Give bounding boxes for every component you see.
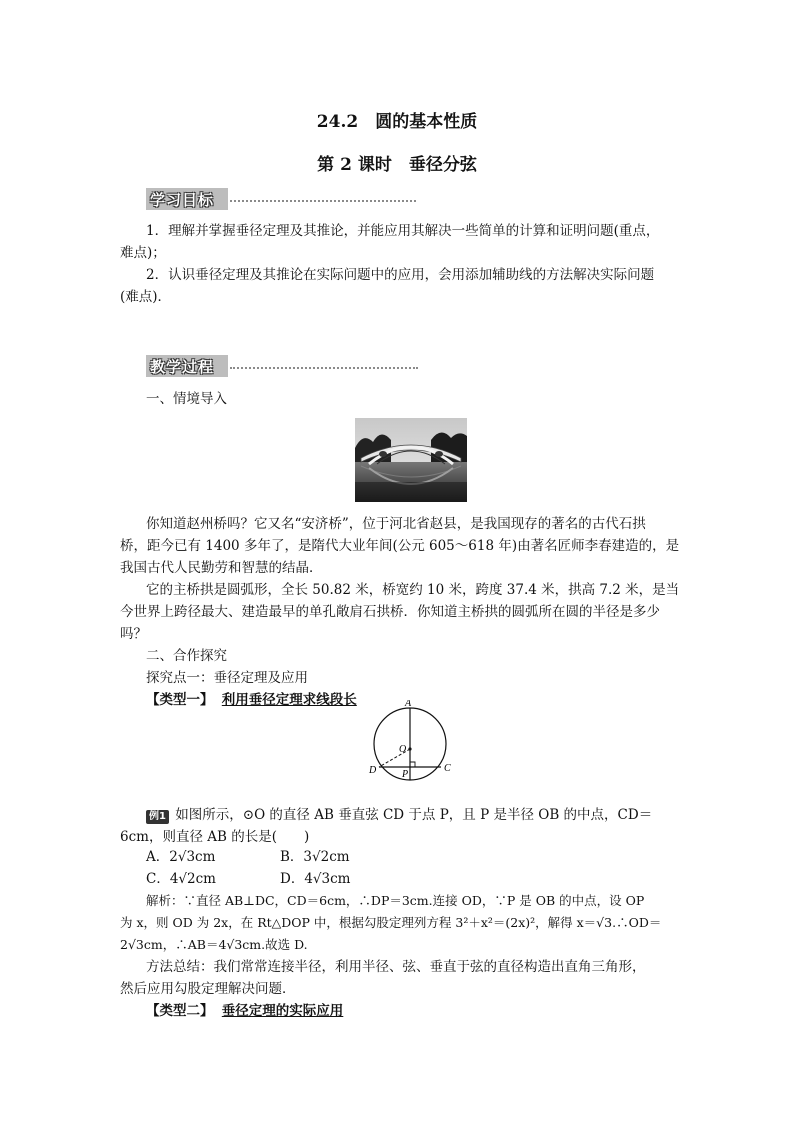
label-c: C — [444, 763, 451, 774]
label-d: D — [369, 765, 377, 776]
center-o-dot — [408, 747, 411, 750]
type-1-tag: 【类型一】 — [146, 692, 214, 708]
circle-diagram — [362, 700, 462, 784]
intro-p2-line-1: 它的主桥拱是圆弧形，全长 50.82 米，桥宽约 10 米，跨度 37.4 米，拱高 7.2 米，是当 — [146, 582, 680, 598]
goal-2-line-2: (难点)． — [120, 289, 172, 305]
intro-p2-line-3: 吗？ — [120, 626, 147, 642]
solution-line-1: 解析：∵直径 AB⊥DC，CD＝6cm，∴DP＝3cm.连接 OD，∵P 是 OB 的中点，设 OP — [146, 893, 645, 908]
type-1-title: 利用垂径定理求线段长 — [221, 692, 357, 708]
option-a: A．2√3cm — [146, 849, 216, 865]
example-1-line-1 — [146, 804, 652, 826]
solution-line-3: 2√3cm，∴AB＝4√3cm.故选 D. — [120, 937, 308, 952]
section-header-goals — [146, 188, 416, 210]
goal-1-line-1: 1．理解并掌握垂径定理及其推论，并能应用其解决一些简单的计算和证明问题(重点， — [146, 223, 660, 239]
intro-heading: 一、情境导入 — [146, 391, 227, 407]
label-p: P — [402, 769, 409, 780]
page-title: 24.2 圆的基本性质 — [316, 112, 478, 132]
intro-p1-line-2: 桥，距今已有 1400 多年了，是隋代大业年间(公元 605～618 年)由著名匠师李春建造的，是 — [120, 538, 680, 554]
goal-1-line-2: 难点)； — [120, 245, 166, 261]
option-b: B．3√2cm — [280, 849, 350, 865]
label-o: O — [399, 744, 407, 755]
example-badge: 例1 — [146, 810, 169, 824]
method-line-2: 然后应用勾股定理解决问题． — [120, 981, 296, 997]
section-label-process: 教学过程 — [150, 358, 215, 376]
type-1-line — [146, 689, 357, 711]
explore-heading: 二、合作探究 — [146, 648, 227, 664]
option-c: C．4√2cm — [146, 871, 216, 887]
zhaozhou-bridge-photo — [355, 418, 467, 502]
section-header-process — [146, 355, 418, 377]
example-question-line-1: 如图所示，⊙O 的直径 AB 垂直弦 CD 于点 P，且 P 是半径 OB 的中点，CD＝ — [175, 807, 653, 823]
intro-p1-line-3: 我国古代人民勤劳和智慧的结晶． — [120, 560, 323, 576]
explore-point-1: 探究点一：垂径定理及应用 — [146, 670, 308, 686]
goal-2-line-1: 2．认识垂径定理及其推论在实际问题中的应用，会用添加辅助线的方法解决实际问题 — [146, 267, 655, 283]
type-2-title: 垂径定理的实际应用 — [221, 1003, 344, 1019]
solution-line-2: 为 x，则 OD 为 2x，在 Rt△DOP 中，根据勾股定理列方程 3²＋x²＝(2x)²，解得 x＝√3.∴OD＝ — [120, 915, 662, 930]
label-a: A — [405, 700, 412, 709]
example-question-line-2: 6cm，则直径 AB 的长是( ) — [120, 829, 310, 845]
type-2-tag: 【类型二】 — [146, 1003, 214, 1019]
lesson-subtitle: 第 2 课时 垂径分弦 — [317, 155, 477, 175]
type-2-line — [146, 1000, 343, 1022]
intro-p1-line-1: 你知道赵州桥吗？它又名“安济桥”，位于河北省赵县，是我国现存的著名的古代石拱 — [146, 516, 646, 532]
option-d: D．4√3cm — [280, 871, 351, 887]
right-angle-mark — [410, 762, 415, 767]
intro-p2-line-2: 今世界上跨径最大、建造最早的单孔敞肩石拱桥．你知道主桥拱的圆弧所在圆的半径是多少 — [120, 604, 660, 620]
section-label-goals: 学习目标 — [150, 191, 215, 209]
method-line-1: 方法总结：我们常常连接半径，利用半径、弦、垂直于弦的直径构造出直角三角形， — [146, 959, 646, 975]
